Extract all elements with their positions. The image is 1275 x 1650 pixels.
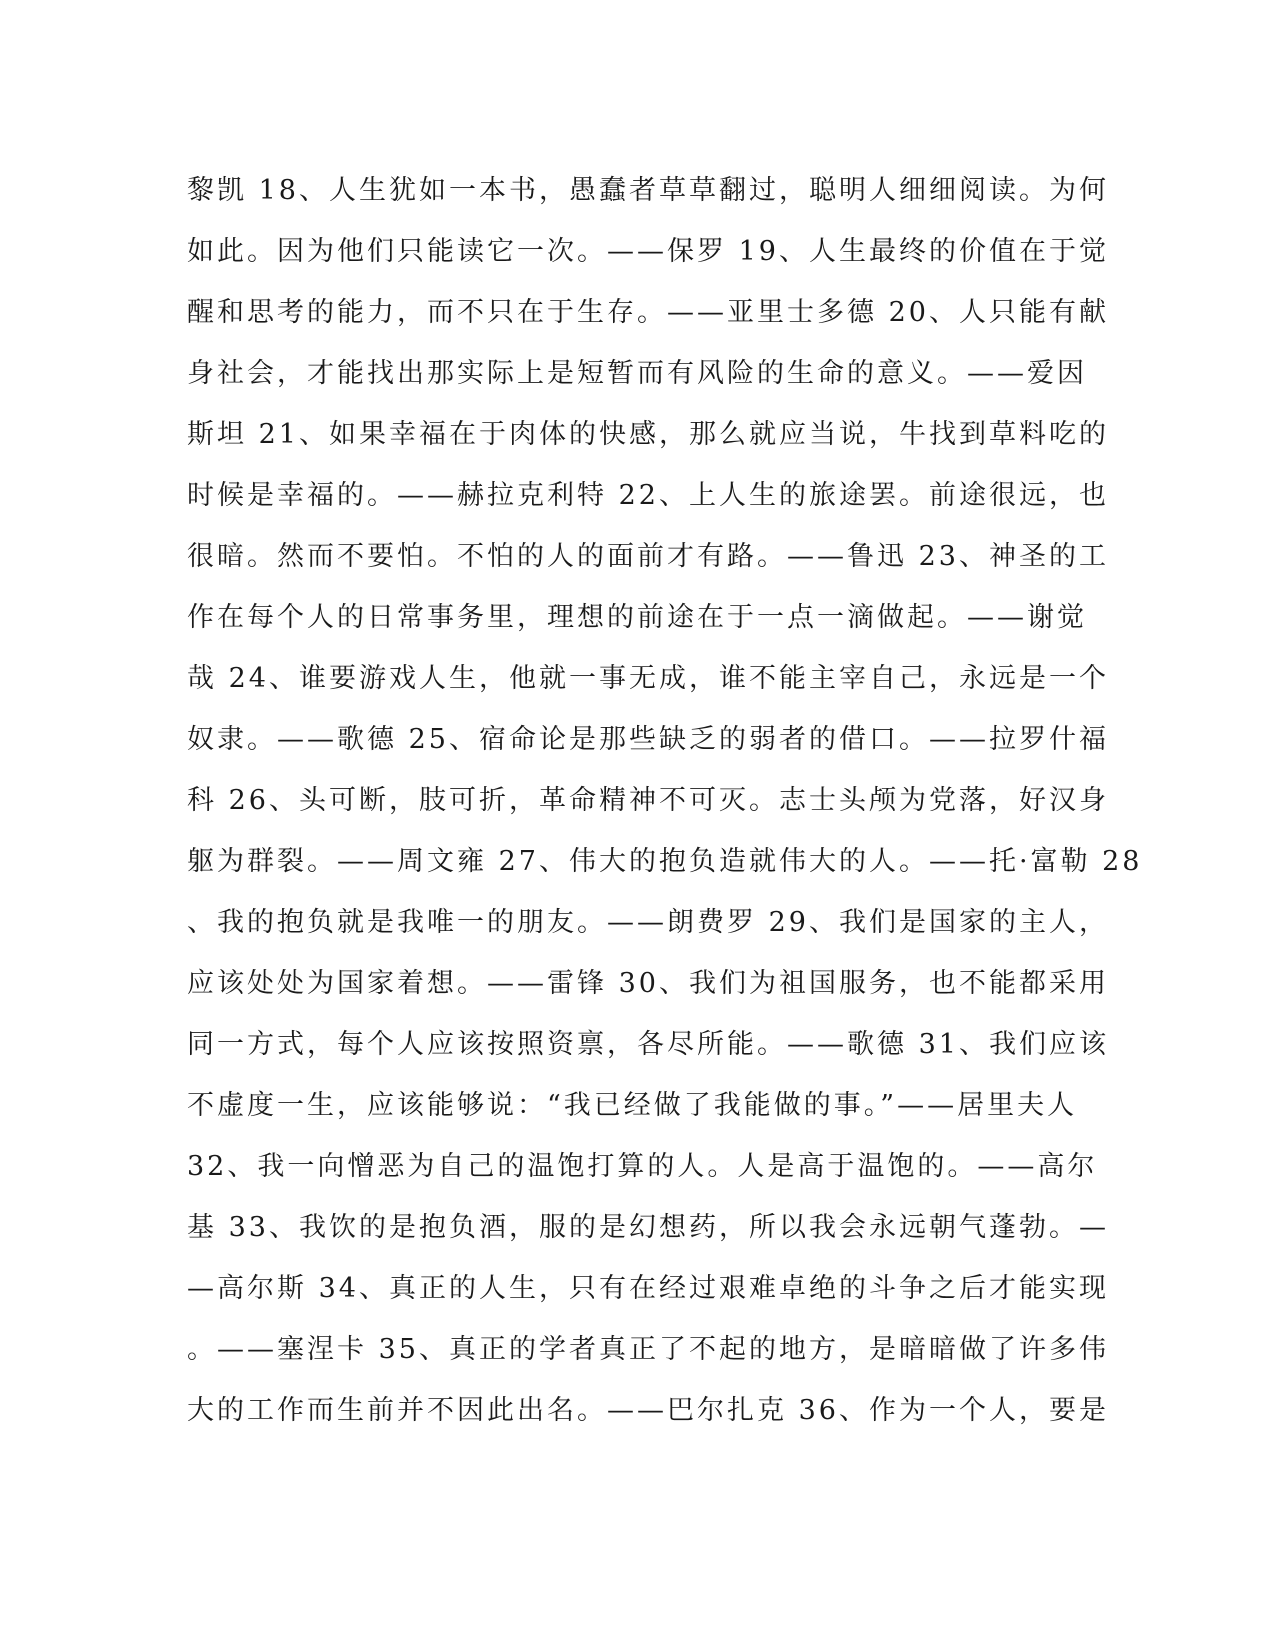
- text-line: 躯为群裂。——周文雍 27、伟大的抱负造就伟大的人。——托·富勒 28: [187, 846, 1143, 877]
- text-line: 很暗。然而不要怕。不怕的人的面前才有路。——鲁迅 23、神圣的工: [187, 541, 1109, 572]
- text-line: 时候是幸福的。——赫拉克利特 22、上人生的旅途罢。前途很远，也: [187, 480, 1109, 511]
- text-line: 作在每个人的日常事务里，理想的前途在于一点一滴做起。——谢觉: [187, 602, 1087, 633]
- text-line: 身社会，才能找出那实际上是短暂而有风险的生命的意义。——爱因: [187, 358, 1087, 389]
- text-line: 应该处处为国家着想。——雷锋 30、我们为祖国服务，也不能都采用: [187, 968, 1109, 999]
- text-line: 基 33、我饮的是抱负酒，服的是幻想药，所以我会永远朝气蓬勃。—: [187, 1212, 1109, 1243]
- text-line: 、我的抱负就是我唯一的朋友。——朗费罗 29、我们是国家的主人，: [187, 907, 1109, 938]
- text-line: 黎凯 18、人生犹如一本书，愚蠢者草草翻过，聪明人细细阅读。为何: [187, 175, 1109, 206]
- text-line: 哉 24、谁要游戏人生，他就一事无成，谁不能主宰自己，永远是一个: [187, 663, 1109, 694]
- text-line: 醒和思考的能力，而不只在于生存。——亚里士多德 20、人只能有献: [187, 297, 1109, 328]
- body-text: [187, 160, 1143, 1441]
- text-line: —高尔斯 34、真正的人生，只有在经过艰难卓绝的斗争之后才能实现: [187, 1273, 1109, 1304]
- text-line: 32、我一向憎恶为自己的温饱打算的人。人是高于温饱的。——高尔: [187, 1151, 1098, 1182]
- text-line: 。——塞涅卡 35、真正的学者真正了不起的地方，是暗暗做了许多伟: [187, 1334, 1109, 1365]
- text-line: 斯坦 21、如果幸福在于肉体的快感，那么就应当说，牛找到草料吃的: [187, 419, 1109, 450]
- text-line: 不虚度一生，应该能够说：“我已经做了我能做的事。”——居里夫人: [187, 1090, 1078, 1121]
- text-line: 科 26、头可断，肢可折，革命精神不可灭。志士头颅为党落，好汉身: [187, 785, 1109, 816]
- text-line: 同一方式，每个人应该按照资禀，各尽所能。——歌德 31、我们应该: [187, 1029, 1109, 1060]
- text-line: 大的工作而生前并不因此出名。——巴尔扎克 36、作为一个人，要是: [187, 1395, 1109, 1426]
- text-line: 如此。因为他们只能读它一次。——保罗 19、人生最终的价值在于觉: [187, 236, 1109, 267]
- text-line: 奴隶。——歌德 25、宿命论是那些缺乏的弱者的借口。——拉罗什福: [187, 724, 1109, 755]
